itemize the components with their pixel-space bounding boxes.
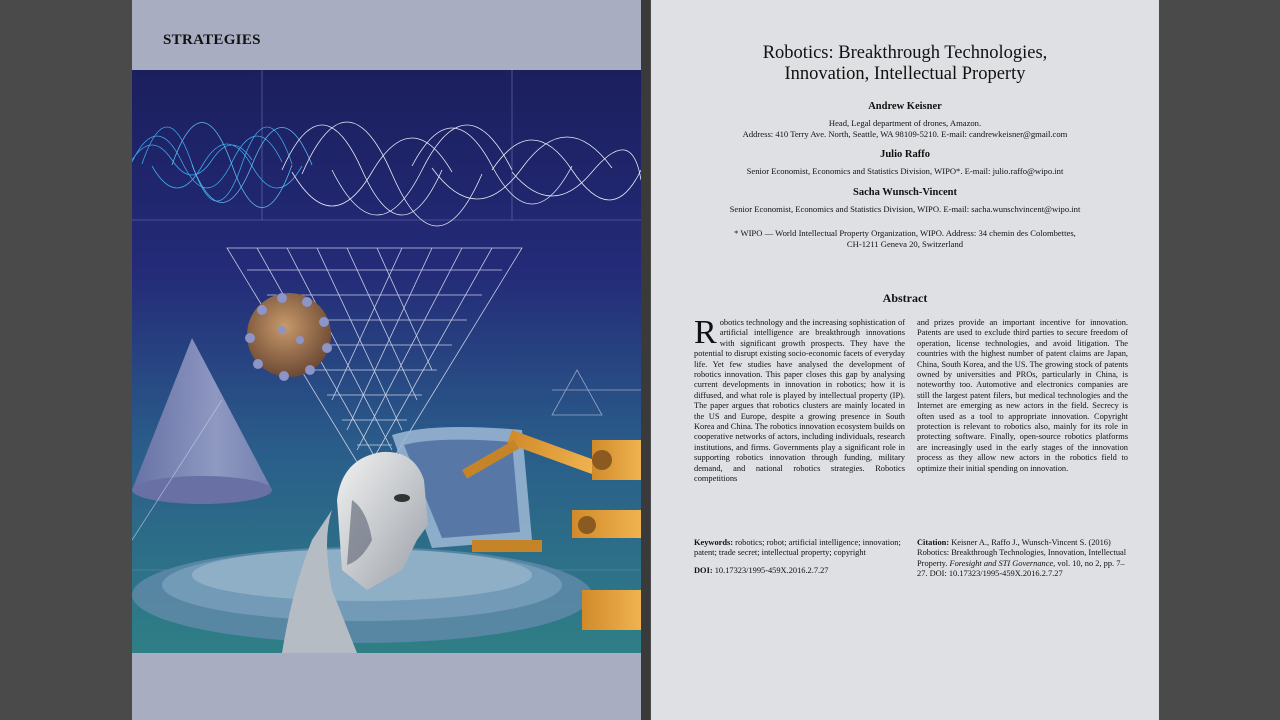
citation-label: Citation: <box>917 538 950 547</box>
author-affiliation: Senior Economist, Economics and Statistics Division, WIPO*. E-mail: julio.raffo@wipo.int <box>746 166 1064 176</box>
doi-label: DOI: <box>694 566 713 575</box>
footnote-line: CH-1211 Geneva 20, Switzerland <box>846 239 964 249</box>
author-name: Andrew Keisner <box>868 101 942 112</box>
author-name: Julio Raffo <box>880 149 930 160</box>
left-page <box>132 0 641 720</box>
citation-block <box>917 538 1128 580</box>
cover-illustration-svg <box>132 70 641 653</box>
author-affiliation: Senior Economist, Economics and Statistics Division, WIPO. E-mail: sacha.wunschvincent@wipo.int <box>729 204 1081 214</box>
section-label: STRATEGIES <box>163 32 261 48</box>
abstract-text-left: obotics technology and the increasing sophistication of artificial intelligence are breakthrough innovations with significant growth prospects. They have the potential to disrupt existing socio-economic facets of everyday life. Yet few studies have analysed the development of robotics innovation. This paper closes this gap by analysing current developments in innovation in robotics; how it is diffused, and what role is played by intellectual property (IP). The paper argues that robotics clusters are mainly located in the US and Europe, despite a growing presence in South Korea and China. The robotics innovation ecosystem builds on cooperative networks of actors, including individuals, research institutions, and firms. Governments play a significant role in supporting robotics innovation through funding, military demand, and national robotics strategies. Robotics competitions <box>694 318 905 484</box>
keywords-label: Keywords: <box>694 538 734 547</box>
cover-illustration <box>132 70 641 653</box>
abstract-column-right: and prizes provide an important incentive for innovation. Patents are used to exclude third parties to secure freedom of operation, license technologies, and avoid litigation. The countries with the highest number of patent claims are Japan, China, South Korea, and the US. The growing stock of patents owned by universities and PROs, particularly in China, is noteworthy too. Automotive and electronics companies are still the largest patent filers, but medical technologies and the Internet are emerging as new actors in the field. Secrecy is often used as a tool to appropriate innovation. Copyright protection is relevant to robotics also, mainly for its role in protecting software. Finally, open-source robotics platforms are increasingly used in the early stages of the innovation process as they allow new actors in the robotics field to optimize their initial spending on innovation. <box>917 318 1128 473</box>
affiliation-line: Address: 410 Terry Ave. North, Seattle, WA 98109-5210. E-mail: candrewkeisner@gmail.com <box>742 129 1068 139</box>
footnote-line: * WIPO — World Intellectual Property Organization, WIPO. Address: 34 chemin des Colombettes, <box>734 228 1076 238</box>
affiliation-footnote <box>691 228 1119 250</box>
keywords-block <box>694 538 905 559</box>
author-affiliation <box>691 118 1119 140</box>
right-page <box>651 0 1159 720</box>
affiliation-line: Head, Legal department of drones, Amazon. <box>828 118 982 128</box>
abstract-dropcap: R <box>694 314 717 351</box>
citation-text: Keisner A., Raffo J., Wunsch-Vincent S. (2016) Robotics: Breakthrough Technologies, Innovation, Intellectual Property. <box>917 538 1127 568</box>
author-name: Sacha Wunsch-Vincent <box>853 187 957 198</box>
paper-title-line2: Innovation, Intellectual Property <box>784 64 1026 84</box>
keywords-text: robotics; robot; artificial intelligence; innovation; patent; trade secret; intellectual property; copyright <box>694 538 901 558</box>
citation-text-end: , vol. 10, no 2, pp. 7–27. DOI: 10.17323/1995-459X.2016.2.7.27 <box>917 558 1125 579</box>
doi-block <box>694 566 905 576</box>
page-gutter <box>641 0 650 720</box>
abstract-column-left <box>694 314 905 485</box>
citation-journal: Foresight and STI Governance <box>949 558 1054 568</box>
paper-title-line1: Robotics: Breakthrough Technologies, <box>762 43 1048 63</box>
abstract-heading: Abstract <box>882 291 928 305</box>
paper-title <box>651 43 1159 85</box>
doi-text: 10.17323/1995-459X.2016.2.7.27 <box>714 566 829 575</box>
